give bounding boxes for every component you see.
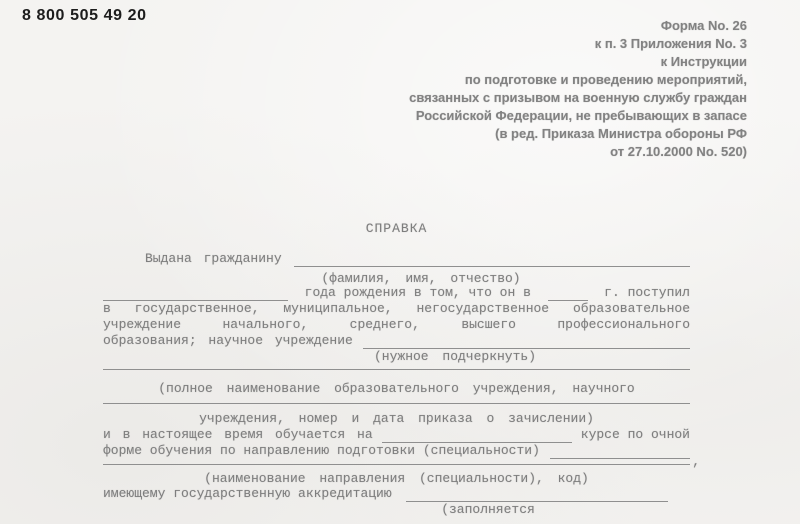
form-header-line: связанных с призывом на военную службу граждан — [409, 90, 747, 105]
certificate-body — [103, 0, 700, 524]
institution-line-2: учреждение начального, среднего, высшего профессионального — [103, 317, 690, 332]
birth-year-blank-field — [103, 285, 288, 301]
paragraph-indent — [103, 251, 145, 267]
issued-to-label: Выдана гражданину — [145, 251, 282, 266]
birth-year-tail: г. поступил — [604, 285, 690, 300]
caption-filled-in: (заполняется — [441, 502, 535, 517]
specialty-blank-field — [550, 443, 690, 459]
caption-org-name-1: (полное наименование образовательного учреждения, научного — [158, 381, 635, 396]
studies-line-2-text: форме обучения по направлению подготовки (специальности) — [103, 443, 540, 458]
form-header-line: по подготовке и проведению мероприятий, — [464, 72, 747, 87]
institution-line-3 — [103, 333, 690, 349]
caption-org-name-2: учреждения, номер и дата приказа о зачислении) — [199, 411, 594, 426]
institution-type-blank-field — [363, 333, 690, 349]
caption-specialty: (наименование направления (специальности), код) — [204, 471, 589, 486]
course-number-blank-field — [382, 427, 572, 443]
studies-text: и в настоящее время обучается на — [103, 427, 373, 442]
document-title: СПРАВКА — [365, 221, 428, 236]
studies-line-1 — [103, 427, 690, 443]
accreditation-line — [103, 486, 690, 502]
issued-to-line — [103, 251, 690, 267]
form-header-line: Форма No. 26 — [660, 18, 747, 33]
admission-year-blank-field — [548, 285, 588, 301]
full-name-blank-field — [294, 251, 690, 267]
studies-tail: курсе по очной — [580, 427, 690, 442]
studies-line-2 — [103, 443, 690, 459]
birth-year-text: года рождения в том, что он в — [304, 285, 531, 300]
form-header-line: Российской Федерации, не пребывающих в запасе — [415, 108, 747, 123]
accreditation-blank-field — [406, 486, 668, 502]
hotline-phone-number: 8 800 505 49 20 — [22, 7, 147, 24]
institution-line-3-text: образования; научное учреждение — [103, 333, 353, 348]
org-name-fill-rule-1 — [103, 369, 690, 370]
accreditation-text: имеющему государственную аккредитацию — [103, 486, 392, 501]
specialty-fill-rule — [103, 454, 700, 469]
form-header-line: (в ред. Приказа Министра обороны РФ — [495, 126, 747, 141]
org-name-fill-rule-2 — [103, 403, 690, 404]
form-header-line: от 27.10.2000 No. 520) — [610, 144, 747, 159]
institution-line-1: в государственное, муниципальное, негосударственное образовательное — [103, 301, 690, 316]
trailing-comma: , — [692, 454, 700, 469]
caption-full-name: (фамилия, имя, отчество) — [321, 271, 521, 286]
form-header-line: к Инструкции — [660, 54, 747, 69]
birth-year-line — [103, 285, 690, 301]
caption-underline-needed: (нужное подчеркнуть) — [373, 349, 537, 364]
form-header-line: к п. 3 Приложения No. 3 — [594, 36, 747, 51]
